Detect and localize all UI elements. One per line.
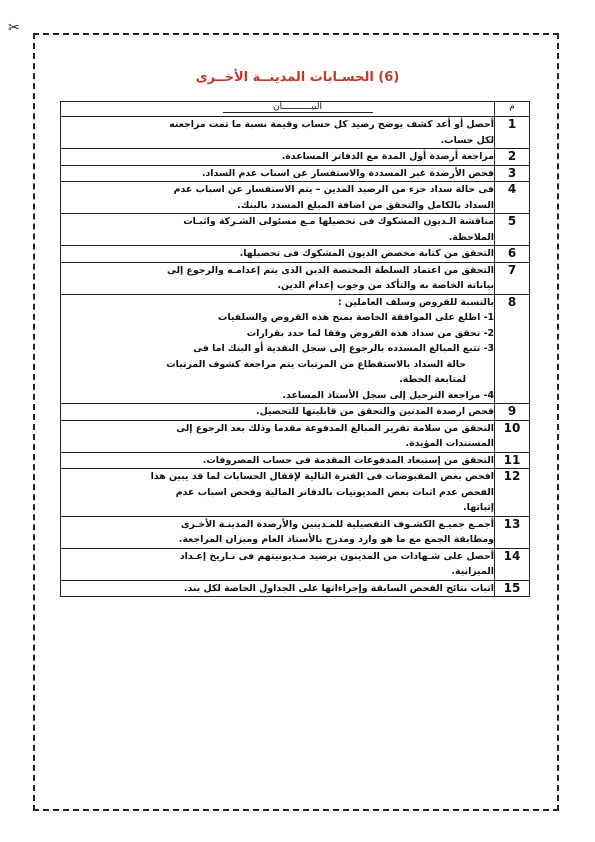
row-statement (61, 246, 495, 263)
row-statement (61, 548, 495, 580)
row-number: 6 (495, 246, 530, 263)
row-statement (61, 452, 495, 469)
row-number: 2 (495, 149, 530, 166)
row-number: 12 (495, 469, 530, 517)
header-statement: البيـــــــــــان (61, 102, 495, 117)
statement-line: افحص بعض المقبوضات فى الفترة التالية لإقفال الحسابات لما قد يبين هذا (150, 471, 494, 482)
statement-line: التحقق من كتابة مخصص الديون المشكوك فى تحصيلها. (239, 248, 494, 259)
row-statement (61, 294, 495, 404)
row-number: 11 (495, 452, 530, 469)
statement-line: الملاحظة. (448, 231, 494, 243)
statement-line: الفحص عدم اثبات بعض المديونيات بالدفاتر المالية وفحص اسباب عدم (175, 486, 494, 498)
statement-line: مناقشة الـديون المشكوك فى تحصيلها مـع مسئولى الشـركة واثبـات (183, 216, 494, 227)
row-statement (61, 262, 495, 294)
row-statement (61, 420, 495, 452)
page-title: (6) الحسـابات المدينــة الأخــرى (195, 70, 400, 85)
row-statement (61, 149, 495, 166)
statement-line: الميزانية. (451, 566, 494, 577)
row-number: 9 (495, 404, 530, 421)
row-number: 10 (495, 420, 530, 452)
table-row (61, 246, 530, 263)
table-row (61, 294, 530, 404)
statement-line: ومطابقة الجمع مع ما هو وارد ومدرج بالأستاذ العام وميزان المراجعة. (178, 534, 494, 545)
row-number: 14 (495, 548, 530, 580)
statement-line: 1- اطلع على الموافقة الخاصة بمنح هذه القروض والسلفيات (218, 312, 494, 323)
statement-line: حالة السداد بالاستقطاع من المرتبات يتم مراجعة كشوف المرتبات (166, 358, 466, 370)
row-statement (61, 580, 495, 597)
table-row (61, 182, 530, 214)
table-row (61, 165, 530, 182)
table-row (61, 420, 530, 452)
table-row (61, 548, 530, 580)
row-number: 1 (495, 117, 530, 149)
statement-line: أحصل على شـهادات من المدينون برصيد مـديونيتهم فى تـاريخ إعـداد (179, 550, 494, 562)
statement-line: 4- مراجعة الترحيل إلى سجل الأستاذ المساعد. (282, 389, 494, 401)
statement-line: إثباتها. (463, 502, 494, 513)
row-statement (61, 214, 495, 246)
row-number: 7 (495, 262, 530, 294)
statement-line: التحقق من اعتماد السلطة المختصة الدين الذى يتم إعدامـه والرجوع إلى (166, 264, 494, 276)
table-row (61, 580, 530, 597)
statement-line: لمتابعة الخطة. (399, 374, 466, 385)
statement-line: أحصل أو أعد كشف يوضح رصيد كل حساب وقيمة نسبة ما تمت مراجعته (169, 119, 494, 130)
statement-line: فحص ارصدة المدنين والتحقق من قابليتها للتحصيل. (256, 406, 494, 417)
row-number: 4 (495, 182, 530, 214)
scissors-icon: ✂ (8, 20, 20, 36)
header-number: م (495, 102, 530, 117)
table-row (61, 117, 530, 149)
table-row (61, 404, 530, 421)
table-row (61, 452, 530, 469)
table-header-row (61, 102, 530, 117)
statement-line: المستندات المؤيدة. (405, 438, 494, 449)
audit-checklist-table (60, 101, 530, 597)
statement-line: التحقق من إستبعاد المدفوعات المقدمة فى حساب المصروفات. (202, 454, 494, 466)
statement-line: لكل حساب. (440, 134, 494, 146)
row-number: 8 (495, 294, 530, 404)
table-row (61, 469, 530, 517)
statement-line: بالنسبة للقروض وسلف العاملين : (337, 296, 494, 308)
statement-line: أجمـع جميـع الكشـوف التفصيلية للمـدينين والأرصدة المدينـة الأخـرى (180, 518, 494, 530)
row-statement (61, 469, 495, 517)
statement-line: فحص الأرصدة غير المسددة والاستفسار عن اسباب عدم السداد. (201, 167, 494, 179)
row-number: 15 (495, 580, 530, 597)
row-number: 5 (495, 214, 530, 246)
table-row (61, 149, 530, 166)
row-number: 13 (495, 516, 530, 548)
statement-line: مراجعة أرصدة أول المدة مع الدفاتر المساعدة. (281, 151, 494, 162)
table-row (61, 516, 530, 548)
row-statement (61, 182, 495, 214)
table-row (61, 262, 530, 294)
table-row (61, 214, 530, 246)
statement-line: السداد بالكامل والتحقق من اضافة المبلغ المسدد بالبنك. (237, 199, 494, 211)
row-statement (61, 404, 495, 421)
row-statement (61, 516, 495, 548)
row-statement (61, 117, 495, 149)
statement-line: التحقق من سلامة تقرير المبالغ المدفوعة مقدما وذلك بعد الرجوع إلى (176, 422, 494, 434)
statement-line: 3- تتبع المبالغ المسدده بالرجوع إلى سجل النقدية أو البنك اما فى (193, 343, 494, 354)
statement-line: 2- تحقق من سداد هذه القروض وفقا لما حدد بقرارات (246, 327, 494, 339)
row-number: 3 (495, 165, 530, 182)
row-statement (61, 165, 495, 182)
statement-line: فى حالة سداد جزء من الرصيد المدين – يتم الاستفسار عن اسباب عدم (173, 184, 494, 195)
statement-line: اثبات نتائج الفحص السابقة وإجراءاتها على الجداول الخاصة لكل بند. (183, 582, 494, 594)
statement-line: بياناته الخاصة به والتأكد من وجوب إعدام الدين. (277, 280, 494, 291)
